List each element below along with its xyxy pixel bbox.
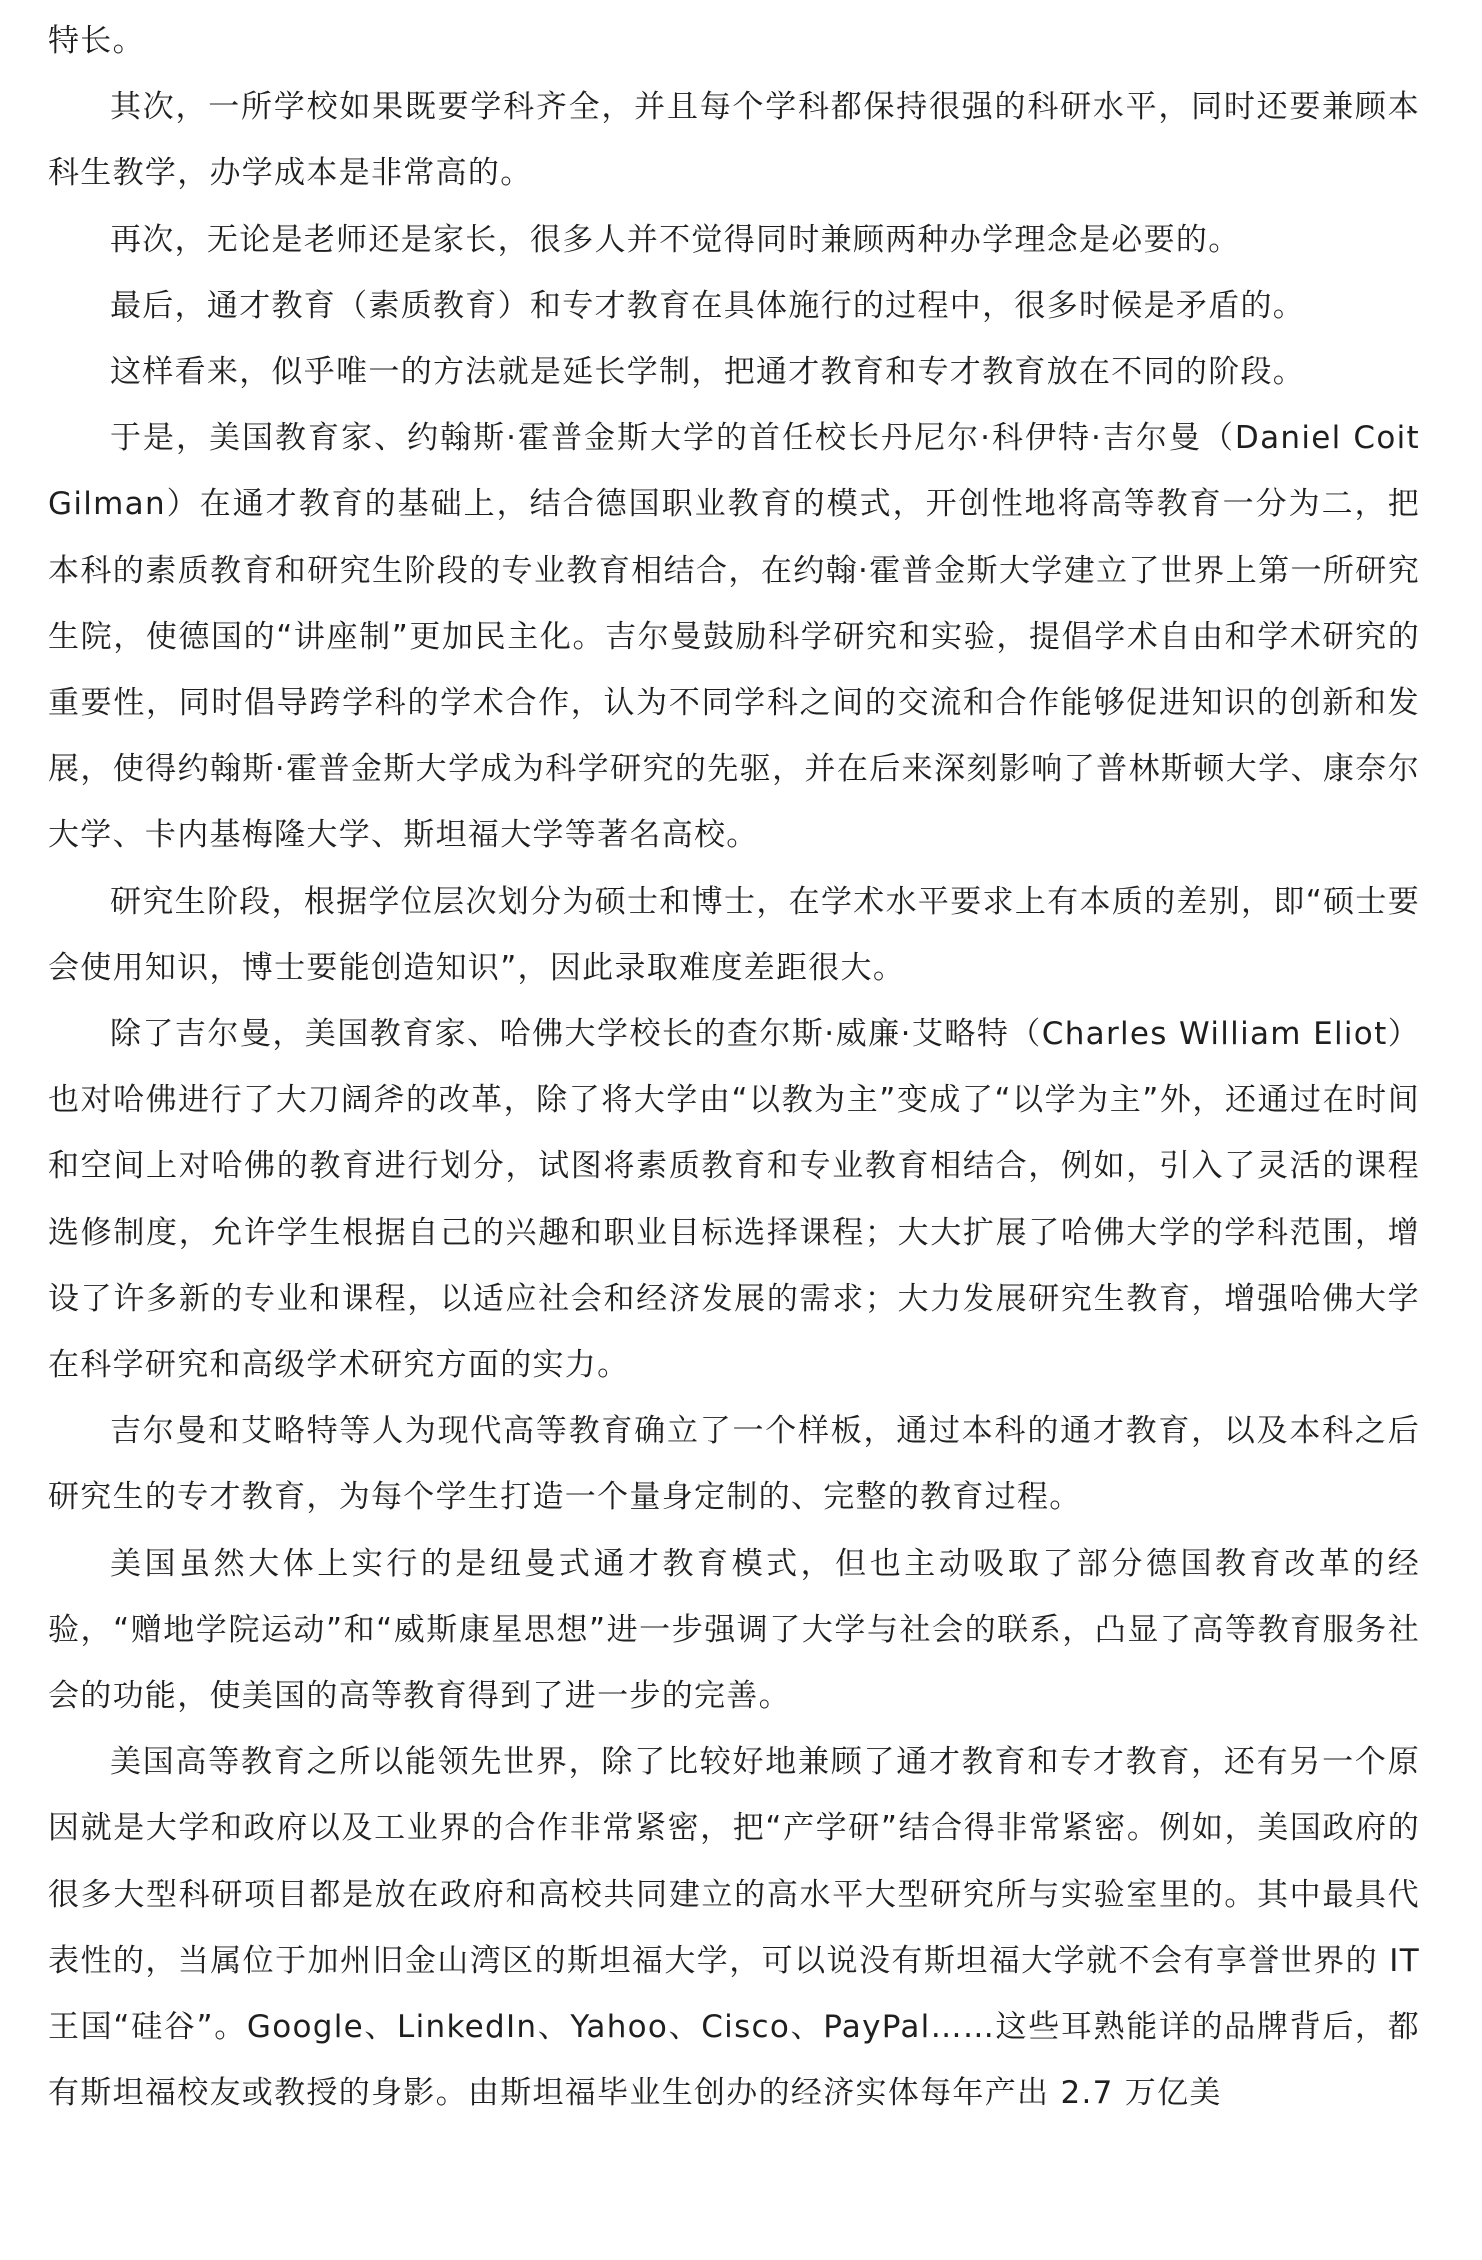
paragraph: 于是，美国教育家、约翰斯·霍普金斯大学的首任校长丹尼尔·科伊特·吉尔曼（Daniel Coit Gilman）在通才教育的基础上，结合德国职业教育的模式，开创性地将高等教育一分为二，把本科的素质教育和研究生阶段的专业教育相结合，在约翰·霍普金斯大学建立了世界上第一所研究生院，使德国的“讲座制”更加民主化。吉尔曼鼓励科学研究和实验，提倡学术自由和学术研究的重要性，同时倡导跨学科的学术合作，认为不同学科之间的交流和合作能够促进知识的创新和发展，使得约翰斯·霍普金斯大学成为科学研究的先驱，并在后来深刻影响了普林斯顿大学、康奈尔大学、卡内基梅隆大学、斯坦福大学等著名高校。 bbox=[48, 420, 1420, 854]
paragraph: 除了吉尔曼，美国教育家、哈佛大学校长的查尔斯·威廉·艾略特（Charles William Eliot）也对哈佛进行了大刀阔斧的改革，除了将大学由“以教为主”变成了“以学为主”外，还通过在时间和空间上对哈佛的教育进行划分，试图将素质教育和专业教育相结合，例如，引入了灵活的课程选修制度，允许学生根据自己的兴趣和职业目标选择课程；大大扩展了哈佛大学的学科范围，增设了许多新的专业和课程，以适应社会和经济发展的需求；大力发展研究生教育，增强哈佛大学在科学研究和高级学术研究方面的实力。 bbox=[48, 1016, 1420, 1384]
paragraph: 吉尔曼和艾略特等人为现代高等教育确立了一个样板，通过本科的通才教育，以及本科之后研究生的专才教育，为每个学生打造一个量身定制的、完整的教育过程。 bbox=[48, 1413, 1420, 1516]
paragraph: 其次，一所学校如果既要学科齐全，并且每个学科都保持很强的科研水平，同时还要兼顾本科生教学，办学成本是非常高的。 bbox=[48, 89, 1420, 192]
paragraph: 再次，无论是老师还是家长，很多人并不觉得同时兼顾两种办学理念是必要的。 bbox=[110, 221, 1241, 258]
paragraph: 最后，通才教育（素质教育）和专才教育在具体施行的过程中，很多时候是矛盾的。 bbox=[110, 287, 1306, 324]
paragraph: 这样看来，似乎唯一的方法就是延长学制，把通才教育和专才教育放在不同的阶段。 bbox=[110, 354, 1306, 391]
paragraph: 美国高等教育之所以能领先世界，除了比较好地兼顾了通才教育和专才教育，还有另一个原因就是大学和政府以及工业界的合作非常紧密，把“产学研”结合得非常紧密。例如，美国政府的很多大型科研项目都是放在政府和高校共同建立的高水平大型研究所与实验室里的。其中最具代表性的，当属位于加州旧金山湾区的斯坦福大学，可以说没有斯坦福大学就不会有享誉世界的 IT 王国“硅谷”。Google、LinkedIn、Yahoo、Cisco、PayPal……这些耳熟能详的品牌背后，都有斯坦福校友或教授的身影。由斯坦福毕业生创办的经济实体每年产出 2.7 万亿美 bbox=[48, 1744, 1420, 2112]
paragraph: 美国虽然大体上实行的是纽曼式通才教育模式，但也主动吸取了部分德国教育改革的经验，“赠地学院运动”和“威斯康星思想”进一步强调了大学与社会的联系，凸显了高等教育服务社会的功能，使美国的高等教育得到了进一步的完善。 bbox=[48, 1545, 1420, 1715]
body-text bbox=[48, 8, 1420, 2127]
paragraph-continuation: 特长。 bbox=[48, 23, 145, 59]
paragraph: 研究生阶段，根据学位层次划分为硕士和博士，在学术水平要求上有本质的差别，即“硕士要会使用知识，博士要能创造知识”，因此录取难度差距很大。 bbox=[48, 883, 1420, 986]
